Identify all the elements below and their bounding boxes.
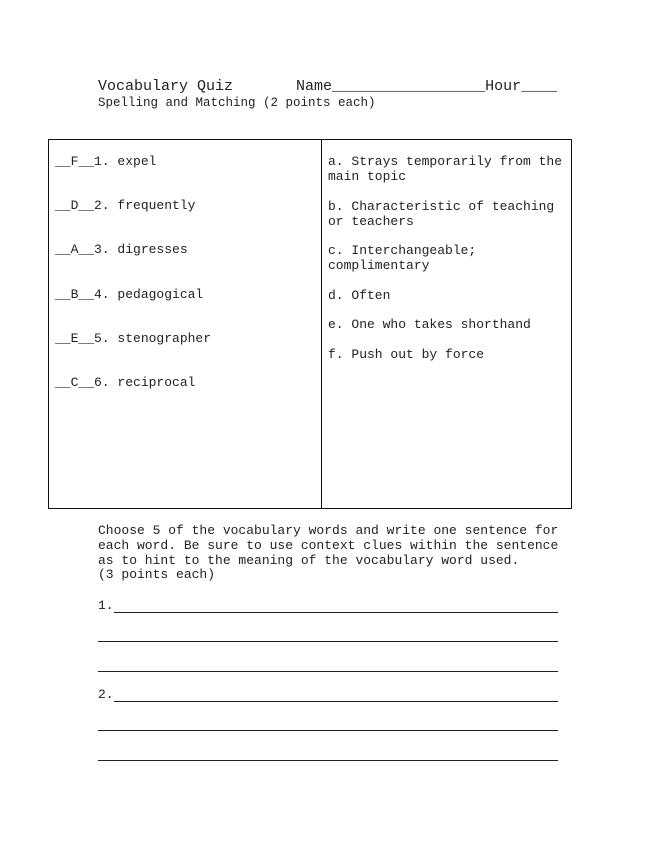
answer-line[interactable] (98, 671, 558, 672)
name-hour-field[interactable]: Name_________________Hour____ (296, 78, 558, 95)
term-item[interactable]: __F__1. expel (55, 154, 157, 169)
term-item[interactable]: __E__5. stenographer (55, 330, 212, 346)
sentence-2-row[interactable] (98, 686, 558, 702)
answer-line[interactable] (98, 760, 558, 761)
matching-table (48, 139, 572, 509)
sentence-1-row[interactable] (98, 597, 558, 613)
sentence-number: 1. (98, 598, 114, 613)
quiz-title: Vocabulary Quiz (98, 78, 234, 95)
answer-line[interactable] (98, 641, 558, 642)
sentence-instructions (98, 524, 568, 583)
definition-item: a. Strays temporarily from the main topic (328, 154, 563, 184)
instruction-line: as to hint to the meaning of the vocabulary word used. (98, 552, 520, 568)
definition-item: f. Push out by force (328, 346, 485, 362)
sentence-number: 2. (98, 687, 114, 702)
definition-item: b. Characteristic of teaching or teachers (328, 198, 555, 229)
definitions-column (328, 154, 568, 376)
definition-item: c. Interchangeable; complimentary (328, 243, 477, 273)
answer-line[interactable] (114, 599, 558, 613)
instruction-line: Choose 5 of the vocabulary words and write one sentence for (98, 523, 559, 538)
term-item[interactable]: __B__4. pedagogical (55, 286, 204, 302)
column-divider (321, 140, 322, 508)
instruction-line: (3 points each) (98, 567, 216, 583)
definition-item: e. One who takes shorthand (328, 317, 531, 332)
answer-line[interactable] (98, 730, 558, 731)
term-item[interactable]: __A__3. digresses (55, 242, 188, 258)
answer-line[interactable] (114, 688, 558, 702)
term-item[interactable]: __D__2. frequently (55, 198, 196, 214)
definition-item: d. Often (328, 287, 391, 303)
header-title-row (98, 78, 557, 95)
instruction-line: each word. Be sure to use context clues within the sentence (98, 537, 559, 553)
terms-column (55, 154, 315, 419)
quiz-subtitle: Spelling and Matching (2 points each) (98, 96, 376, 110)
term-item[interactable]: __C__6. reciprocal (55, 374, 196, 390)
